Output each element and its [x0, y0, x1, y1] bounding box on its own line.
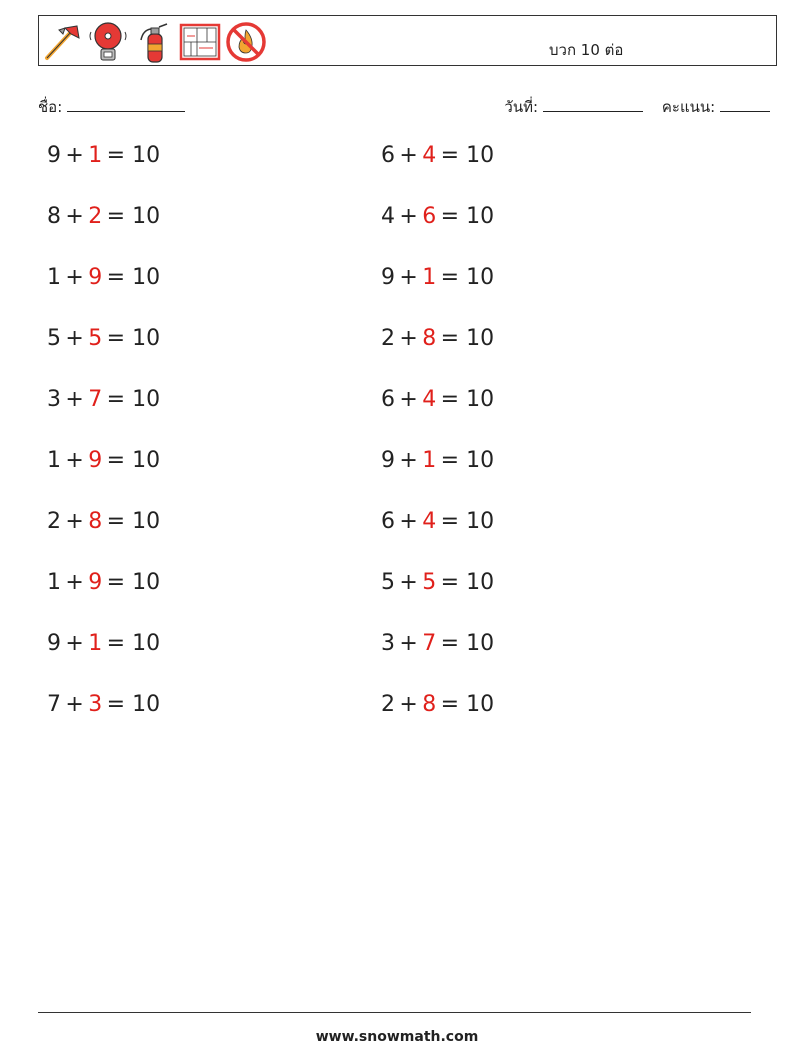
equals-sign: = — [106, 326, 126, 351]
problem-right-8 — [381, 570, 494, 595]
addend-a: 8 — [47, 204, 61, 229]
equals-sign: = — [440, 326, 460, 351]
score-label: คะแนน: — [661, 98, 716, 116]
addend-a: 2 — [47, 509, 61, 534]
equals-sign: = — [106, 631, 126, 656]
problem-left-4 — [47, 326, 160, 351]
date-blank[interactable] — [543, 97, 643, 112]
plus-sign: + — [399, 509, 418, 534]
plus-sign: + — [65, 692, 84, 717]
addend-b: 4 — [422, 509, 437, 534]
problem-right-3 — [381, 265, 494, 290]
name-label: ชื่อ: — [38, 98, 63, 116]
addend-b: 9 — [88, 265, 103, 290]
sum-value: 10 — [466, 509, 495, 534]
addend-b: 7 — [422, 631, 437, 656]
plus-sign: + — [399, 265, 418, 290]
plus-sign: + — [65, 631, 84, 656]
addend-a: 1 — [47, 265, 61, 290]
sum-value: 10 — [466, 204, 495, 229]
score-blank[interactable] — [720, 97, 770, 112]
sum-value: 10 — [466, 326, 495, 351]
equals-sign: = — [106, 204, 126, 229]
addend-a: 7 — [47, 692, 61, 717]
fire-axe-icon — [41, 20, 83, 64]
plus-sign: + — [399, 326, 418, 351]
equals-sign: = — [106, 570, 126, 595]
addend-b: 1 — [88, 631, 103, 656]
fire-extinguisher-icon — [133, 20, 175, 64]
addend-a: 6 — [381, 387, 395, 412]
problem-right-4 — [381, 326, 494, 351]
addend-a: 5 — [381, 570, 395, 595]
sum-value: 10 — [466, 631, 495, 656]
addend-b: 9 — [88, 448, 103, 473]
addend-a: 6 — [381, 509, 395, 534]
addend-b: 5 — [422, 570, 437, 595]
footer-divider — [38, 1012, 751, 1013]
addend-b: 6 — [422, 204, 437, 229]
addend-b: 9 — [88, 570, 103, 595]
addend-b: 3 — [88, 692, 103, 717]
addend-a: 2 — [381, 692, 395, 717]
plus-sign: + — [399, 448, 418, 473]
problem-left-8 — [47, 570, 160, 595]
page-title: บวก 10 ต่อ — [549, 41, 624, 59]
sum-value: 10 — [132, 204, 161, 229]
addend-b: 8 — [422, 692, 437, 717]
addend-a: 1 — [47, 570, 61, 595]
equals-sign: = — [106, 265, 126, 290]
addend-b: 1 — [422, 265, 437, 290]
addend-a: 3 — [381, 631, 395, 656]
sum-value: 10 — [466, 387, 495, 412]
plus-sign: + — [65, 570, 84, 595]
addend-a: 9 — [47, 631, 61, 656]
equals-sign: = — [106, 143, 126, 168]
problem-left-2 — [47, 204, 160, 229]
problem-left-3 — [47, 265, 160, 290]
equals-sign: = — [106, 448, 126, 473]
plus-sign: + — [65, 265, 84, 290]
problem-left-10 — [47, 692, 160, 717]
addend-b: 4 — [422, 143, 437, 168]
equals-sign: = — [440, 692, 460, 717]
problem-right-7 — [381, 509, 494, 534]
addend-b: 8 — [88, 509, 103, 534]
problem-left-9 — [47, 631, 160, 656]
header-icons — [41, 20, 267, 64]
problem-right-6 — [381, 448, 494, 473]
fire-alarm-bell-icon — [87, 20, 129, 64]
no-fire-icon — [225, 20, 267, 64]
plus-sign: + — [399, 204, 418, 229]
sum-value: 10 — [466, 448, 495, 473]
sum-value: 10 — [132, 631, 161, 656]
equals-sign: = — [440, 143, 460, 168]
equals-sign: = — [440, 448, 460, 473]
addend-a: 2 — [381, 326, 395, 351]
addend-a: 9 — [47, 143, 61, 168]
sum-value: 10 — [132, 265, 161, 290]
problem-right-1 — [381, 143, 494, 168]
plus-sign: + — [65, 204, 84, 229]
addend-b: 4 — [422, 387, 437, 412]
problem-left-7 — [47, 509, 160, 534]
equals-sign: = — [106, 692, 126, 717]
addend-b: 2 — [88, 204, 103, 229]
plus-sign: + — [65, 448, 84, 473]
equals-sign: = — [440, 387, 460, 412]
problem-right-5 — [381, 387, 494, 412]
addend-a: 4 — [381, 204, 395, 229]
plus-sign: + — [399, 143, 418, 168]
addend-a: 3 — [47, 387, 61, 412]
equals-sign: = — [440, 265, 460, 290]
plus-sign: + — [65, 387, 84, 412]
date-score-fields — [504, 95, 770, 119]
addend-b: 1 — [422, 448, 437, 473]
addend-a: 9 — [381, 448, 395, 473]
plus-sign: + — [65, 509, 84, 534]
plus-sign: + — [65, 143, 84, 168]
sum-value: 10 — [132, 387, 161, 412]
sum-value: 10 — [466, 570, 495, 595]
plus-sign: + — [399, 570, 418, 595]
sum-value: 10 — [466, 143, 495, 168]
problem-left-1 — [47, 143, 160, 168]
fire-escape-plan-icon — [179, 20, 221, 64]
sum-value: 10 — [132, 692, 161, 717]
equals-sign: = — [106, 387, 126, 412]
name-blank[interactable] — [67, 97, 185, 112]
addend-a: 5 — [47, 326, 61, 351]
sum-value: 10 — [466, 265, 495, 290]
sum-value: 10 — [132, 448, 161, 473]
addend-b: 5 — [88, 326, 103, 351]
date-label: วันที่: — [504, 98, 539, 116]
equals-sign: = — [440, 509, 460, 534]
problem-right-10 — [381, 692, 494, 717]
sum-value: 10 — [132, 143, 161, 168]
addend-a: 6 — [381, 143, 395, 168]
name-field — [38, 95, 185, 119]
sum-value: 10 — [132, 326, 161, 351]
plus-sign: + — [65, 326, 84, 351]
plus-sign: + — [399, 631, 418, 656]
addend-b: 7 — [88, 387, 103, 412]
plus-sign: + — [399, 387, 418, 412]
problem-left-6 — [47, 448, 160, 473]
addend-b: 8 — [422, 326, 437, 351]
equals-sign: = — [106, 509, 126, 534]
plus-sign: + — [399, 692, 418, 717]
problem-left-5 — [47, 387, 160, 412]
equals-sign: = — [440, 204, 460, 229]
sum-value: 10 — [466, 692, 495, 717]
addend-b: 1 — [88, 143, 103, 168]
worksheet-header — [38, 15, 777, 66]
sum-value: 10 — [132, 509, 161, 534]
problem-right-9 — [381, 631, 494, 656]
addend-a: 1 — [47, 448, 61, 473]
equals-sign: = — [440, 631, 460, 656]
equals-sign: = — [440, 570, 460, 595]
problem-right-2 — [381, 204, 494, 229]
addend-a: 9 — [381, 265, 395, 290]
footer-site: www.snowmath.com — [315, 1029, 479, 1045]
sum-value: 10 — [132, 570, 161, 595]
